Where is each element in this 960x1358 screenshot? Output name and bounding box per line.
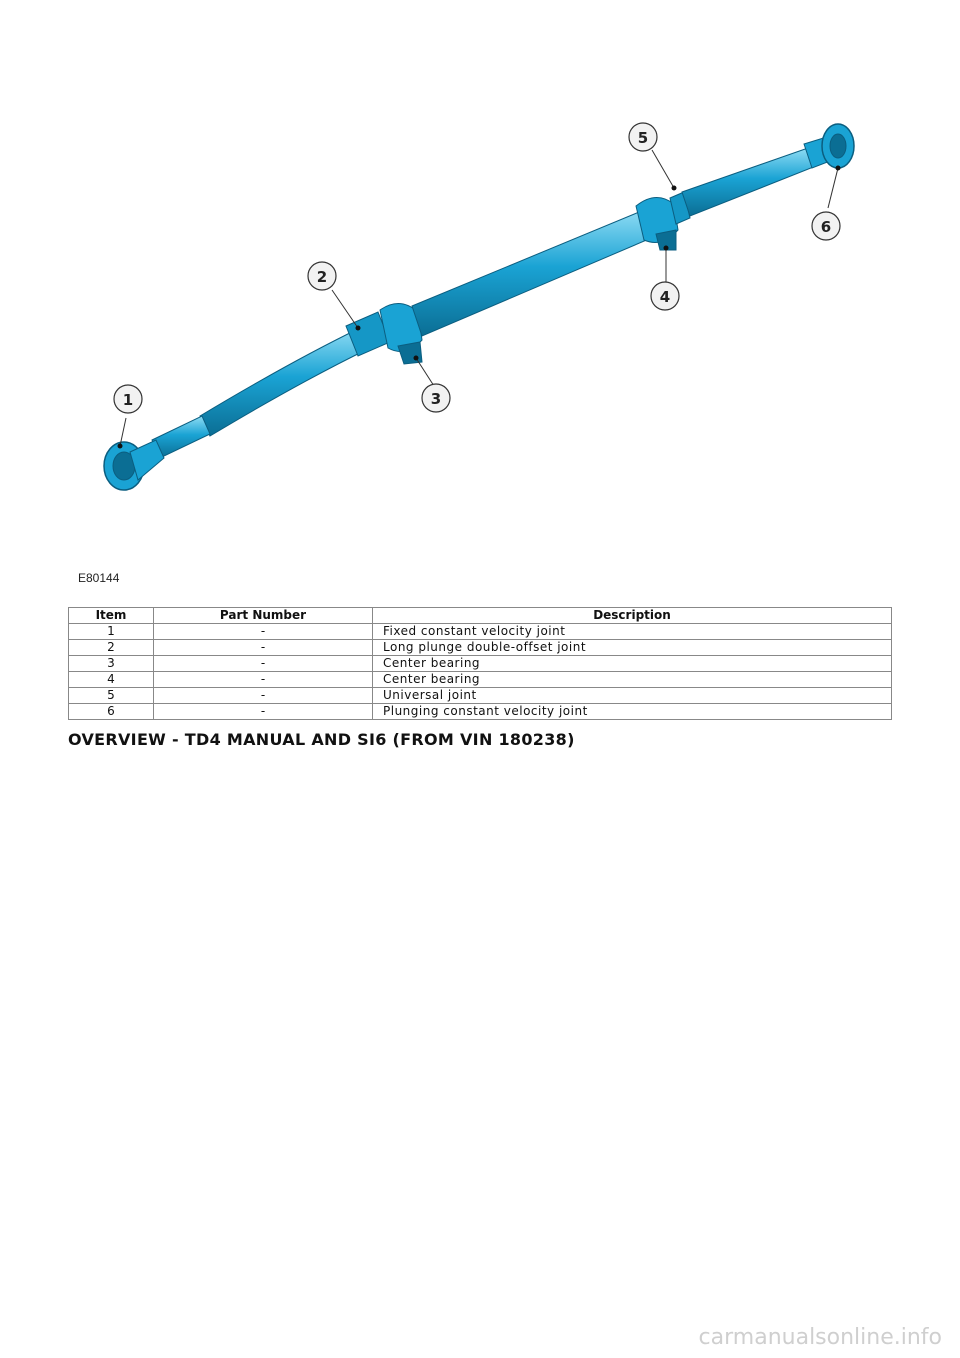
cell-item: 1 [69,624,154,640]
parts-table [68,607,892,720]
cell-item: 3 [69,656,154,672]
cell-item: 5 [69,688,154,704]
cell-part-number: - [154,704,373,720]
svg-text:1: 1 [122,391,134,409]
svg-text:3: 3 [430,390,442,408]
callout-1 [114,385,142,413]
table-row [69,624,892,640]
svg-text:5: 5 [637,129,649,147]
cell-description: Center bearing [373,672,892,688]
svg-text:2: 2 [316,268,328,286]
table-row [69,640,892,656]
header-part-number: Part Number [154,608,373,624]
front-tube [200,328,370,436]
cell-item: 4 [69,672,154,688]
cell-description: Long plunge double-offset joint [373,640,892,656]
figure-label: E80144 [78,571,120,585]
cell-part-number: - [154,688,373,704]
svg-text:4: 4 [659,288,671,306]
table-row [69,672,892,688]
callout-3 [422,384,450,412]
cell-description: Universal joint [373,688,892,704]
middle-tube [412,210,656,336]
cell-item: 6 [69,704,154,720]
cell-part-number: - [154,672,373,688]
header-item: Item [69,608,154,624]
cell-description: Center bearing [373,656,892,672]
cell-part-number: - [154,656,373,672]
section-title: OVERVIEW - TD4 MANUAL AND SI6 (FROM VIN 180238) [68,730,575,749]
driveshaft-assembly [104,124,854,490]
cell-part-number: - [154,640,373,656]
callout-2 [308,262,336,290]
driveshaft-illustration [60,100,900,580]
header-description: Description [373,608,892,624]
svg-text:6: 6 [820,218,832,236]
table-row [69,656,892,672]
watermark: carmanualsonline.info [698,1325,942,1350]
table-row [69,704,892,720]
rear-tube [682,148,816,216]
table-row [69,688,892,704]
callout-5 [629,123,657,151]
callout-4 [651,282,679,310]
callout-6 [812,212,840,240]
table-header-row [69,608,892,624]
cell-part-number: - [154,624,373,640]
cell-description: Fixed constant velocity joint [373,624,892,640]
cell-item: 2 [69,640,154,656]
cell-description: Plunging constant velocity joint [373,704,892,720]
